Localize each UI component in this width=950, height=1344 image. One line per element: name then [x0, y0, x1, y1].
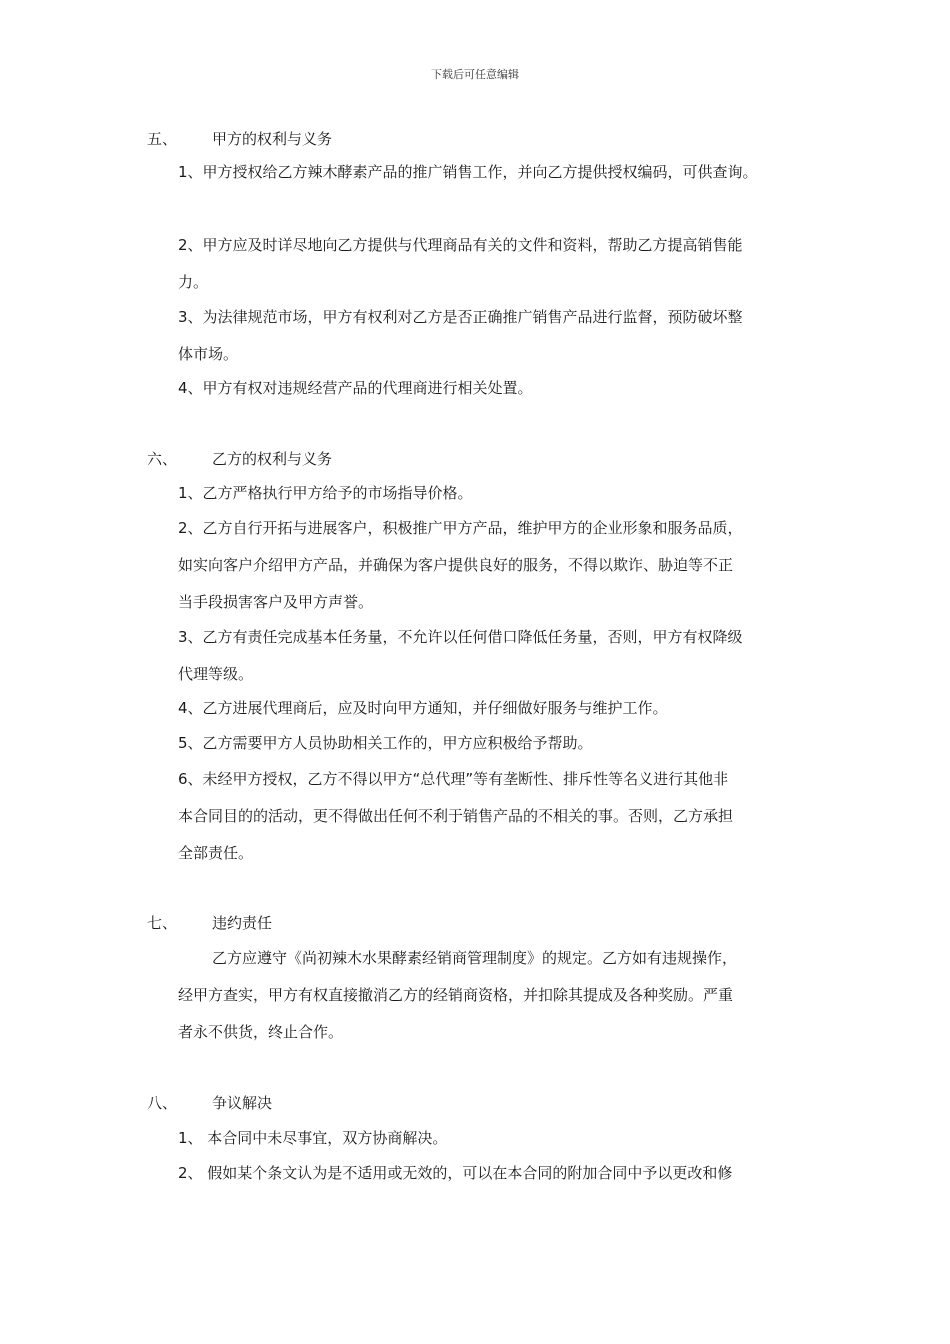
section-number: 六、: [147, 450, 178, 468]
clause-line: 力。: [178, 273, 209, 291]
clause-line: 乙方应遵守《尚初辣木水果酵素经销商管理制度》的规定。乙方如有违规操作，: [212, 949, 738, 967]
clause-line: 如实向客户介绍甲方产品，并确保为客户提供良好的服务，不得以欺诈、胁迫等不正: [178, 556, 734, 574]
clause-line: 1、甲方授权给乙方辣木酵素产品的推广销售工作，并向乙方提供授权编码，可供查询。: [178, 163, 758, 181]
section-number: 七、: [147, 914, 178, 932]
clause-line: 3、为法律规范市场，甲方有权利对乙方是否正确推广销售产品进行监督，预防破坏整: [178, 308, 743, 326]
clause-line: 5、乙方需要甲方人员协助相关工作的，甲方应积极给予帮助。: [178, 734, 593, 752]
clause-line: 4、甲方有权对违规经营产品的代理商进行相关处置。: [178, 379, 533, 397]
clause-line: 2、 假如某个条文认为是不适用或无效的，可以在本合同的附加合同中予以更改和修: [178, 1164, 733, 1182]
clause-line: 当手段损害客户及甲方声誉。: [178, 593, 374, 611]
clause-line: 经甲方查实，甲方有权直接撤消乙方的经销商资格，并扣除其提成及各种奖励。严重: [178, 986, 734, 1004]
page-header: 下载后可任意编辑: [431, 68, 519, 81]
clause-line: 1、 本合同中未尽事宜，双方协商解决。: [178, 1129, 448, 1147]
section-number: 五、: [147, 130, 178, 148]
section-number: 八、: [147, 1094, 178, 1112]
section-title: 违约责任: [212, 914, 273, 932]
section-title: 甲方的权利与义务: [212, 130, 333, 148]
clause-line: 4、乙方进展代理商后，应及时向甲方通知，并仔细做好服务与维护工作。: [178, 699, 668, 717]
clause-line: 2、甲方应及时详尽地向乙方提供与代理商品有关的文件和资料，帮助乙方提高销售能: [178, 236, 743, 254]
clause-line: 者永不供货，终止合作。: [178, 1023, 344, 1041]
clause-line: 本合同目的的活动，更不得做出任何不利于销售产品的不相关的事。否则，乙方承担: [178, 807, 734, 825]
clause-line: 3、乙方有责任完成基本任务量，不允许以任何借口降低任务量，否则，甲方有权降级: [178, 628, 743, 646]
section-title: 乙方的权利与义务: [212, 450, 333, 468]
clause-line: 代理等级。: [178, 665, 254, 683]
clause-line: 体市场。: [178, 345, 239, 363]
clause-line: 2、乙方自行开拓与进展客户，积极推广甲方产品，维护甲方的企业形象和服务品质，: [178, 519, 743, 537]
clause-line: 全部责任。: [178, 844, 254, 862]
section-title: 争议解决: [212, 1094, 273, 1112]
clause-line: 1、乙方严格执行甲方给予的市场指导价格。: [178, 484, 473, 502]
clause-line: 6、未经甲方授权，乙方不得以甲方“总代理”等有垄断性、排斥性等名义进行其他非: [178, 770, 729, 788]
